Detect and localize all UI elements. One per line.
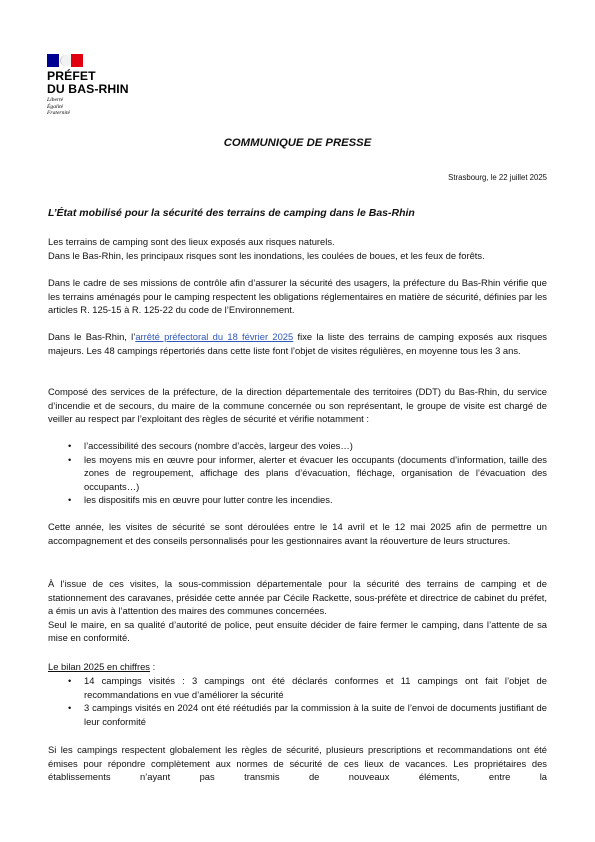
paragraph-conclusion: Si les campings respectent globalement les règles de sécurité, plusieurs prescriptions et recommandations ont été émises pour répondre complètement aux normes de sécurité de ces lieux de vacances. Les propriétaires des établissements n’ayant pas transmis de nouveaux éléments, entre la [48, 744, 547, 782]
motto-egalite: Égalité [47, 103, 64, 110]
paragraph-visit-group: Composé des services de la préfecture, de la direction départementale des territoires (DDT) du Bas-Rhin, du service d’incendie et de secours, du maire de la commune concernée ou son représentant, le groupe de visite est chargé de veiller au respect par l’exploitant des règles de sécurité et vérifie notamment : [48, 386, 547, 424]
paragraph-intro [48, 235, 547, 262]
list-item: • l’accessibilité des secours (nombre d’accès, largeur des voies…) [84, 439, 547, 453]
list-item: • 14 campings visités : 3 campings ont été déclarés conformes et 11 campings ont fait l’objet de recommandations en vue d’améliorer la sécurité [84, 674, 547, 701]
logo-prefet: PRÉFET [47, 69, 96, 83]
paragraph-visits-2025: Cette année, les visites de sécurité se sont déroulées entre le 14 avril et le 12 mai 2025 afin de permettre un accompagnement et des conseils personnalisés pour les gestionnaires avant la réouverture de leurs structures. [48, 521, 547, 546]
motto-fraternite: Fraternité [47, 110, 70, 117]
logo-department: DU BAS-RHIN [47, 81, 129, 96]
intro-line-2: Dans le Bas-Rhin, les principaux risques sont les inondations, les coulées de boues, et les feux de forêts. [48, 249, 485, 261]
bilan-heading [48, 660, 547, 674]
mayor-text: Seul le maire, en sa qualité d’autorité de police, peut ensuite décider de faire fermer le camping, dans l’attente de sa mise en conformité. [48, 618, 547, 643]
commission-text: À l’issue de ces visites, la sous-commission départementale pour la sécurité des terrains de camping et de stationnement des caravanes, présidée cette année par Cécile Rackette, sous-préfète et directrice de cabinet du préfet, a émis un avis à l’attention des maires des communes concernées. [48, 578, 547, 616]
arrete-text-before: Dans le Bas-Rhin, l’ [48, 331, 136, 342]
paragraph-commission [48, 577, 547, 645]
marianne-flag-icon [47, 54, 83, 67]
list-item: • les moyens mis en œuvre pour informer, alerter et évacuer les occupants (documents d’information, taille des zones de regroupement, affichage des plans d’évacuation, fléchage, organisation de l’évacuation des occupants…) [84, 453, 547, 494]
bilan-list [84, 674, 547, 728]
checks-list [84, 439, 547, 507]
paragraph-missions: Dans le cadre de ses missions de contrôle afin d’assurer la sécurité des usagers, la préfecture du Bas-Rhin vérifie que les terrains aménagés pour le camping respectent les obligations réglementaires en matière de sécurité, définies par les articles R. 125-15 à R. 125-22 du code de l’Environnement. [48, 277, 547, 315]
list-item: • 3 campings visités en 2024 ont été réétudiés par la commission à la suite de l’envoi de documents justifiant de leur conformité [84, 701, 547, 728]
bilan-colon: : [150, 661, 156, 672]
motto-liberte: Liberté [47, 97, 64, 103]
document-heading: COMMUNIQUE DE PRESSE [223, 137, 372, 149]
arrete-text-after: fixe la liste des terrains de camping exposés aux risques majeurs. Les 48 campings répertoriés dans cette liste font l’objet de visites régulières, en moyenne tous les 3 ans. [48, 331, 547, 356]
republic-motto [47, 97, 129, 117]
arrete-link[interactable]: arrêté préfectoral du 18 février 2025 [135, 331, 294, 342]
intro-line-1: Les terrains de camping sont des lieux exposés aux risques naturels. [48, 236, 335, 247]
list-item: • les dispositifs mis en œuvre pour lutter contre les incendies. [84, 493, 547, 507]
prefecture-logo [47, 54, 129, 117]
press-release-title: L’État mobilisé pour la sécurité des terrains de camping dans le Bas-Rhin [48, 207, 415, 219]
bilan-label: Le bilan 2025 en chiffres [48, 661, 150, 672]
paragraph-arrete [48, 330, 547, 357]
document-date: Strasbourg, le 22 juillet 2025 [448, 173, 547, 182]
